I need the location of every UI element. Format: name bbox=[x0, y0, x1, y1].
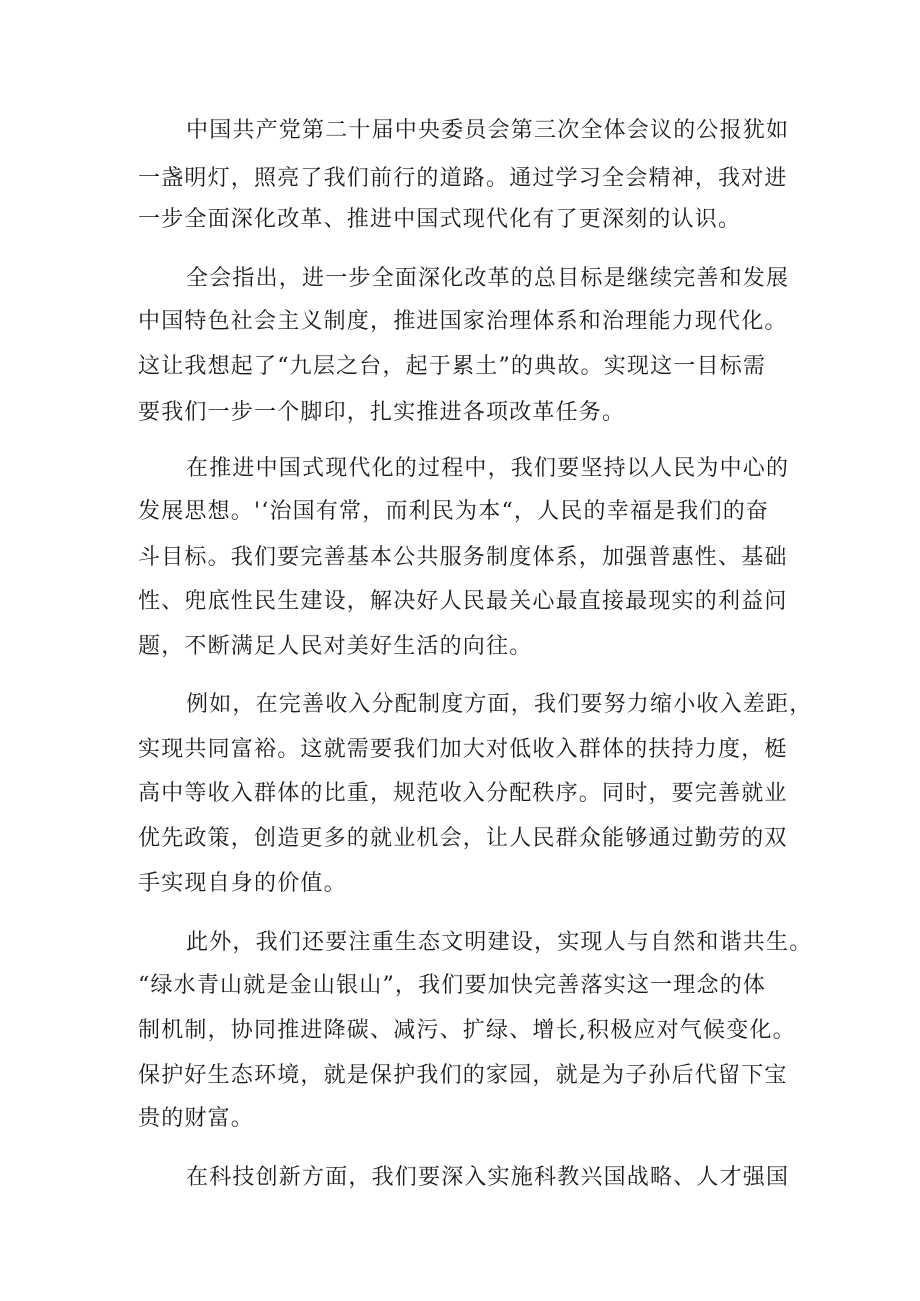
text-line: 实现共同富裕。这就需要我们加大对低收入群体的扶持力度，梃 bbox=[138, 737, 788, 762]
text-line: 要我们一步一个脚印，扎实推进各项改革任务。 bbox=[138, 400, 626, 425]
text-line: 贵的财富。 bbox=[138, 1106, 255, 1131]
text-line: 一步全面深化改革、推进中国式现代化有了更深刻的认识。 bbox=[138, 207, 742, 232]
text-line: 中国特色社会主义制度，推进国家治理体系和治理能力现代化。 bbox=[138, 309, 788, 334]
text-line: 优先政策，创造更多的就业机会，让人民群众能够通过勤劳的双 bbox=[138, 826, 788, 851]
text-line: 斗目标。我们要完善基本公共服务制度体系，加强普惠性、基础 bbox=[138, 545, 788, 570]
text-line: 在推进中国式现代化的过程中，我们要坚持以人民为中心的 bbox=[186, 456, 790, 481]
text-line: 一盏明灯，照亮了我们前行的道路。通过学习全会精神，我对进 bbox=[138, 166, 788, 191]
text-line: 全会指出，进一步全面深化改革的总目标是继续完善和发展 bbox=[186, 266, 790, 291]
text-line: 保护好生态环境，就是保护我们的家园，就是为子孙后代留下宝 bbox=[138, 1063, 788, 1088]
text-line: 在科技创新方面，我们要深入实施科教兴国战略、人才强国 bbox=[186, 1165, 790, 1190]
text-line: 此外，我们还要注重生态文明建设，实现人与自然和谐共生。 bbox=[186, 930, 813, 955]
text-line: 这让我想起了“九层之台，起于累土”的典故。实现这一目标需 bbox=[138, 354, 767, 379]
text-line: “绿水青山就是金山银山”，我们要加快完善落实这一理念的体 bbox=[138, 973, 767, 998]
text-line: 例如，在完善收入分配制度方面，我们要努力缩小收入差距， bbox=[186, 692, 813, 717]
text-line: 手实现自身的价值。 bbox=[138, 871, 347, 896]
text-line: 高中等收入群体的比重，规范收入分配秩序。同时，要完善就业 bbox=[138, 781, 788, 806]
text-line: 制机制，协同推进降碳、减污、扩绿、增长,积极应对气候变化。 bbox=[138, 1018, 796, 1043]
text-line: 题，不断满足人民对美好生活的向往。 bbox=[138, 634, 533, 659]
text-line: 中国共产党第二十届中央委员会第三次全体会议的公报犹如 bbox=[186, 118, 790, 143]
text-line: 性、兜底性民生建设，解决好人民最关心最直接最现实的利益问 bbox=[138, 589, 788, 614]
text-line: 发展思想。'‘治国有常，而利民为本“，人民的幸福是我们的奋 bbox=[138, 499, 770, 524]
